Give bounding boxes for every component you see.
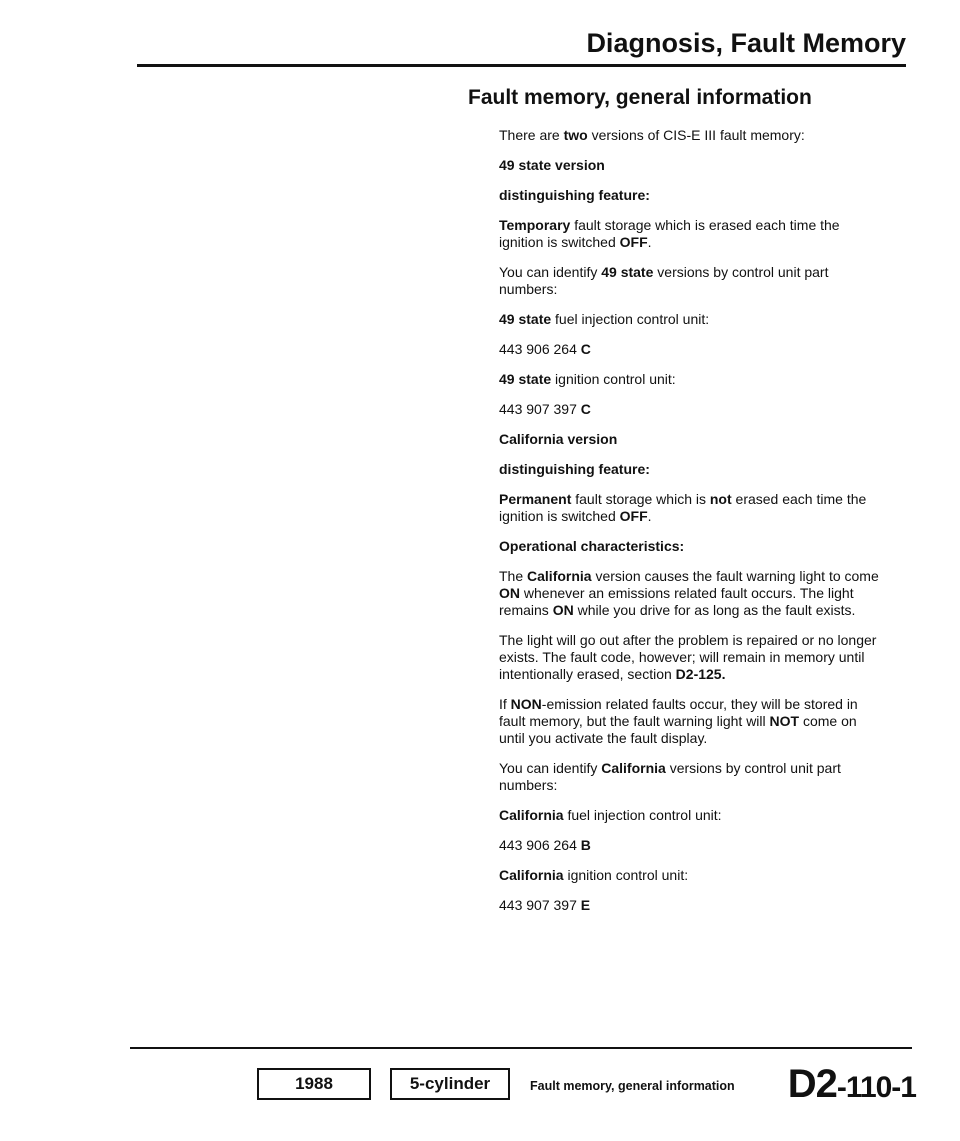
paragraph [499, 157, 881, 174]
bold-text: Permanent [499, 491, 572, 507]
text-run: versions by control unit part numbers: [499, 760, 841, 793]
text-run: while you drive for as long as the fault exists. [573, 602, 856, 618]
text-run: fault storage which is erased each time the ignition is switched [499, 217, 840, 250]
bold-text: not [709, 491, 732, 507]
paragraph [499, 401, 881, 418]
bold-text: D2-125. [675, 666, 726, 682]
bold-text: two [563, 127, 588, 143]
bold-text: California [601, 760, 666, 776]
bold-text: California [499, 867, 564, 883]
bold-text: Operational characteristics: [499, 538, 685, 554]
paragraph [499, 127, 881, 144]
paragraph [499, 867, 881, 884]
text-run: 443 906 264 [499, 837, 581, 853]
text-run: 443 907 397 [499, 401, 581, 417]
bold-text: NOT [769, 713, 800, 729]
bold-text: distinguishing feature: [499, 461, 650, 477]
paragraph [499, 311, 881, 328]
text-run: versions by control unit part numbers: [499, 264, 829, 297]
text-run: versions of CIS-E III fault memory: [587, 127, 805, 143]
text-run: The [499, 568, 528, 584]
paragraph [499, 264, 881, 298]
bold-text: C [580, 341, 591, 357]
page-header-title: Diagnosis, Fault Memory [586, 28, 906, 58]
header-rule [137, 64, 906, 67]
text-run: fault storage which is [571, 491, 710, 507]
paragraph [499, 568, 881, 619]
page-number-main: D2 [787, 1062, 837, 1106]
footer-rule [130, 1047, 912, 1049]
text-run: ignition control unit: [551, 371, 676, 387]
paragraph [499, 538, 881, 555]
text-run: erased each time the ignition is switched [499, 491, 867, 524]
engine-box: 5-cylinder [390, 1068, 510, 1100]
bold-text: OFF [619, 234, 648, 250]
page-number-suffix: -110-1 [836, 1071, 916, 1104]
paragraph [499, 371, 881, 388]
section-title: Fault memory, general information [468, 86, 812, 109]
text-run: . [647, 508, 652, 524]
content-body [499, 127, 881, 927]
bold-text: OFF [619, 508, 648, 524]
text-run: 443 907 397 [499, 897, 581, 913]
year-box: 1988 [257, 1068, 371, 1100]
bold-text: 49 state [601, 264, 654, 280]
text-run: fuel injection control unit: [551, 311, 710, 327]
text-run: come on until you activate the fault display. [499, 713, 857, 746]
text-run: ignition control unit: [563, 867, 689, 883]
footer-caption: Fault memory, general information [530, 1079, 735, 1093]
text-run: You can identify [499, 264, 602, 280]
text-run: The light will go out after the problem is repaired or no longer exists. The fault code, however; will remain in memory until intentionally erased, section [499, 632, 877, 682]
paragraph [499, 760, 881, 794]
bold-text: California [527, 568, 592, 584]
text-run: whenever an emissions related fault occurs. The light remains [499, 585, 854, 618]
paragraph [499, 897, 881, 914]
paragraph [499, 431, 881, 448]
paragraph [499, 837, 881, 854]
bold-text: ON [552, 602, 574, 618]
bold-text: distinguishing feature: [499, 187, 650, 203]
paragraph [499, 632, 881, 683]
text-run: fuel injection control unit: [563, 807, 722, 823]
bold-text: 49 state [499, 311, 552, 327]
bold-text: 49 state [499, 371, 552, 387]
text-run: There are [499, 127, 564, 143]
text-run: If [499, 696, 511, 712]
paragraph [499, 807, 881, 824]
text-run: -emission related faults occur, they will be stored in fault memory, but the fault warning light will [499, 696, 858, 729]
bold-text: ON [499, 585, 520, 601]
text-run: You can identify [499, 760, 602, 776]
bold-text: California [499, 807, 564, 823]
bold-text: NON [510, 696, 542, 712]
paragraph [499, 491, 881, 525]
bold-text: B [580, 837, 591, 853]
paragraph [499, 461, 881, 478]
bold-text: California version [499, 431, 618, 447]
paragraph [499, 696, 881, 747]
text-run: 443 906 264 [499, 341, 581, 357]
text-run: version causes the fault warning light to come [591, 568, 879, 584]
paragraph [499, 187, 881, 204]
page-number [788, 1062, 916, 1107]
bold-text: E [580, 897, 591, 913]
paragraph [499, 217, 881, 251]
text-run: . [647, 234, 652, 250]
paragraph [499, 341, 881, 358]
bold-text: Temporary [499, 217, 571, 233]
bold-text: 49 state version [499, 157, 605, 173]
bold-text: C [580, 401, 591, 417]
